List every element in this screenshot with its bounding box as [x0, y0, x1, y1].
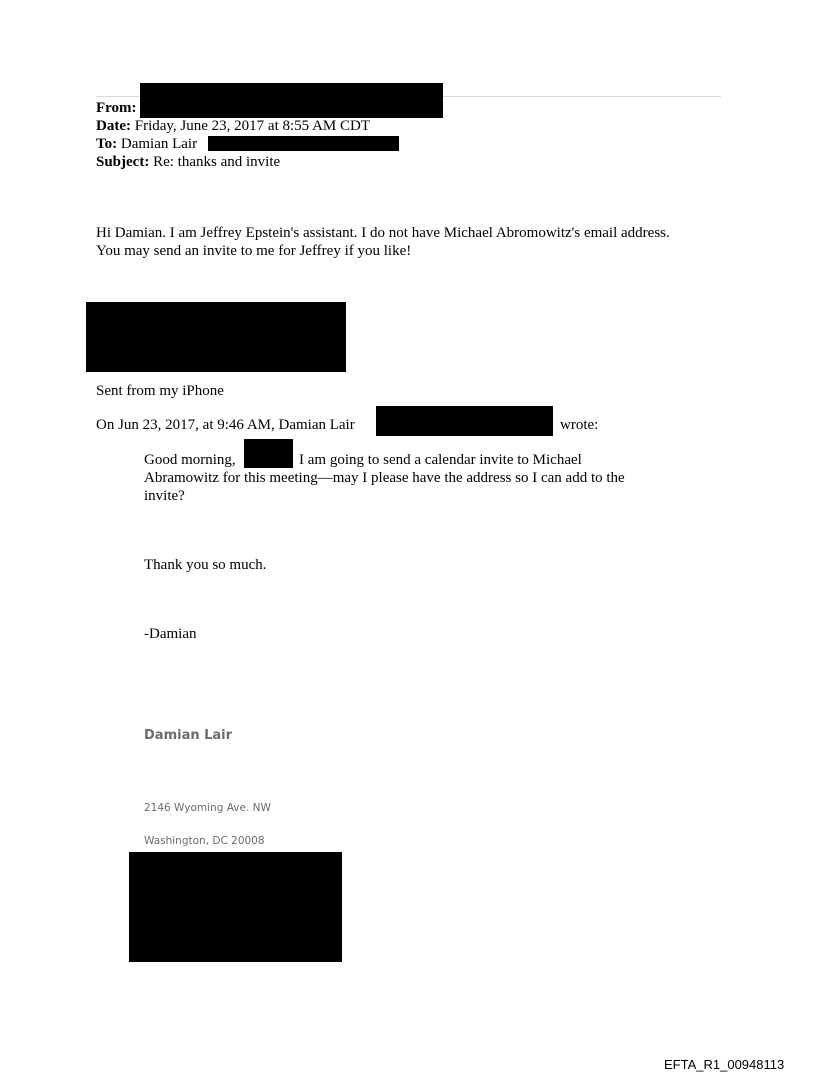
quote-email-redaction — [376, 406, 553, 436]
reply-signature-redaction — [86, 302, 346, 372]
quote-line-3: invite? — [144, 488, 185, 504]
to-email-redaction — [208, 136, 399, 151]
signature-name: Damian Lair — [144, 728, 233, 743]
to-label: To: — [96, 136, 118, 152]
subject-value: Re: thanks and invite — [153, 154, 281, 170]
date-line — [96, 117, 370, 135]
quote-line-2: Abramowitz for this meeting—may I please have the address so I can add to the — [144, 470, 625, 486]
from-redaction — [140, 83, 443, 118]
to-value: Damian Lair — [120, 136, 198, 152]
greeting-name-redaction — [244, 439, 293, 468]
quote-signoff: -Damian — [144, 626, 197, 642]
subject-label: Subject: — [96, 154, 150, 170]
signature-address-line-2: Washington, DC 20008 — [144, 835, 265, 847]
from-line — [96, 99, 137, 117]
sent-from-line: Sent from my iPhone — [96, 383, 224, 399]
reply-line-1: Hi Damian. I am Jeffrey Epstein's assistant. I do not have Michael Abromowitz's email address. — [96, 225, 670, 241]
quote-thanks: Thank you so much. — [144, 557, 267, 573]
quote-attribution-suffix: wrote: — [560, 417, 599, 433]
signature-contact-redaction — [129, 852, 342, 962]
reply-line-2: You may send an invite to me for Jeffrey if you like! — [96, 243, 412, 259]
signature-address-line-1: 2146 Wyoming Ave. NW — [144, 802, 271, 814]
quote-line-1-rest: I am going to send a calendar invite to Michael — [299, 452, 582, 468]
from-label: From: — [96, 100, 137, 116]
subject-line — [96, 153, 280, 171]
date-value: Friday, June 23, 2017 at 8:55 AM CDT — [134, 118, 371, 134]
document-id: EFTA_R1_00948113 — [664, 1057, 785, 1072]
to-line — [96, 135, 197, 153]
date-label: Date: — [96, 118, 131, 134]
quote-attribution-prefix: On Jun 23, 2017, at 9:46 AM, Damian Lair — [96, 417, 355, 433]
quote-greeting: Good morning, — [144, 452, 236, 468]
